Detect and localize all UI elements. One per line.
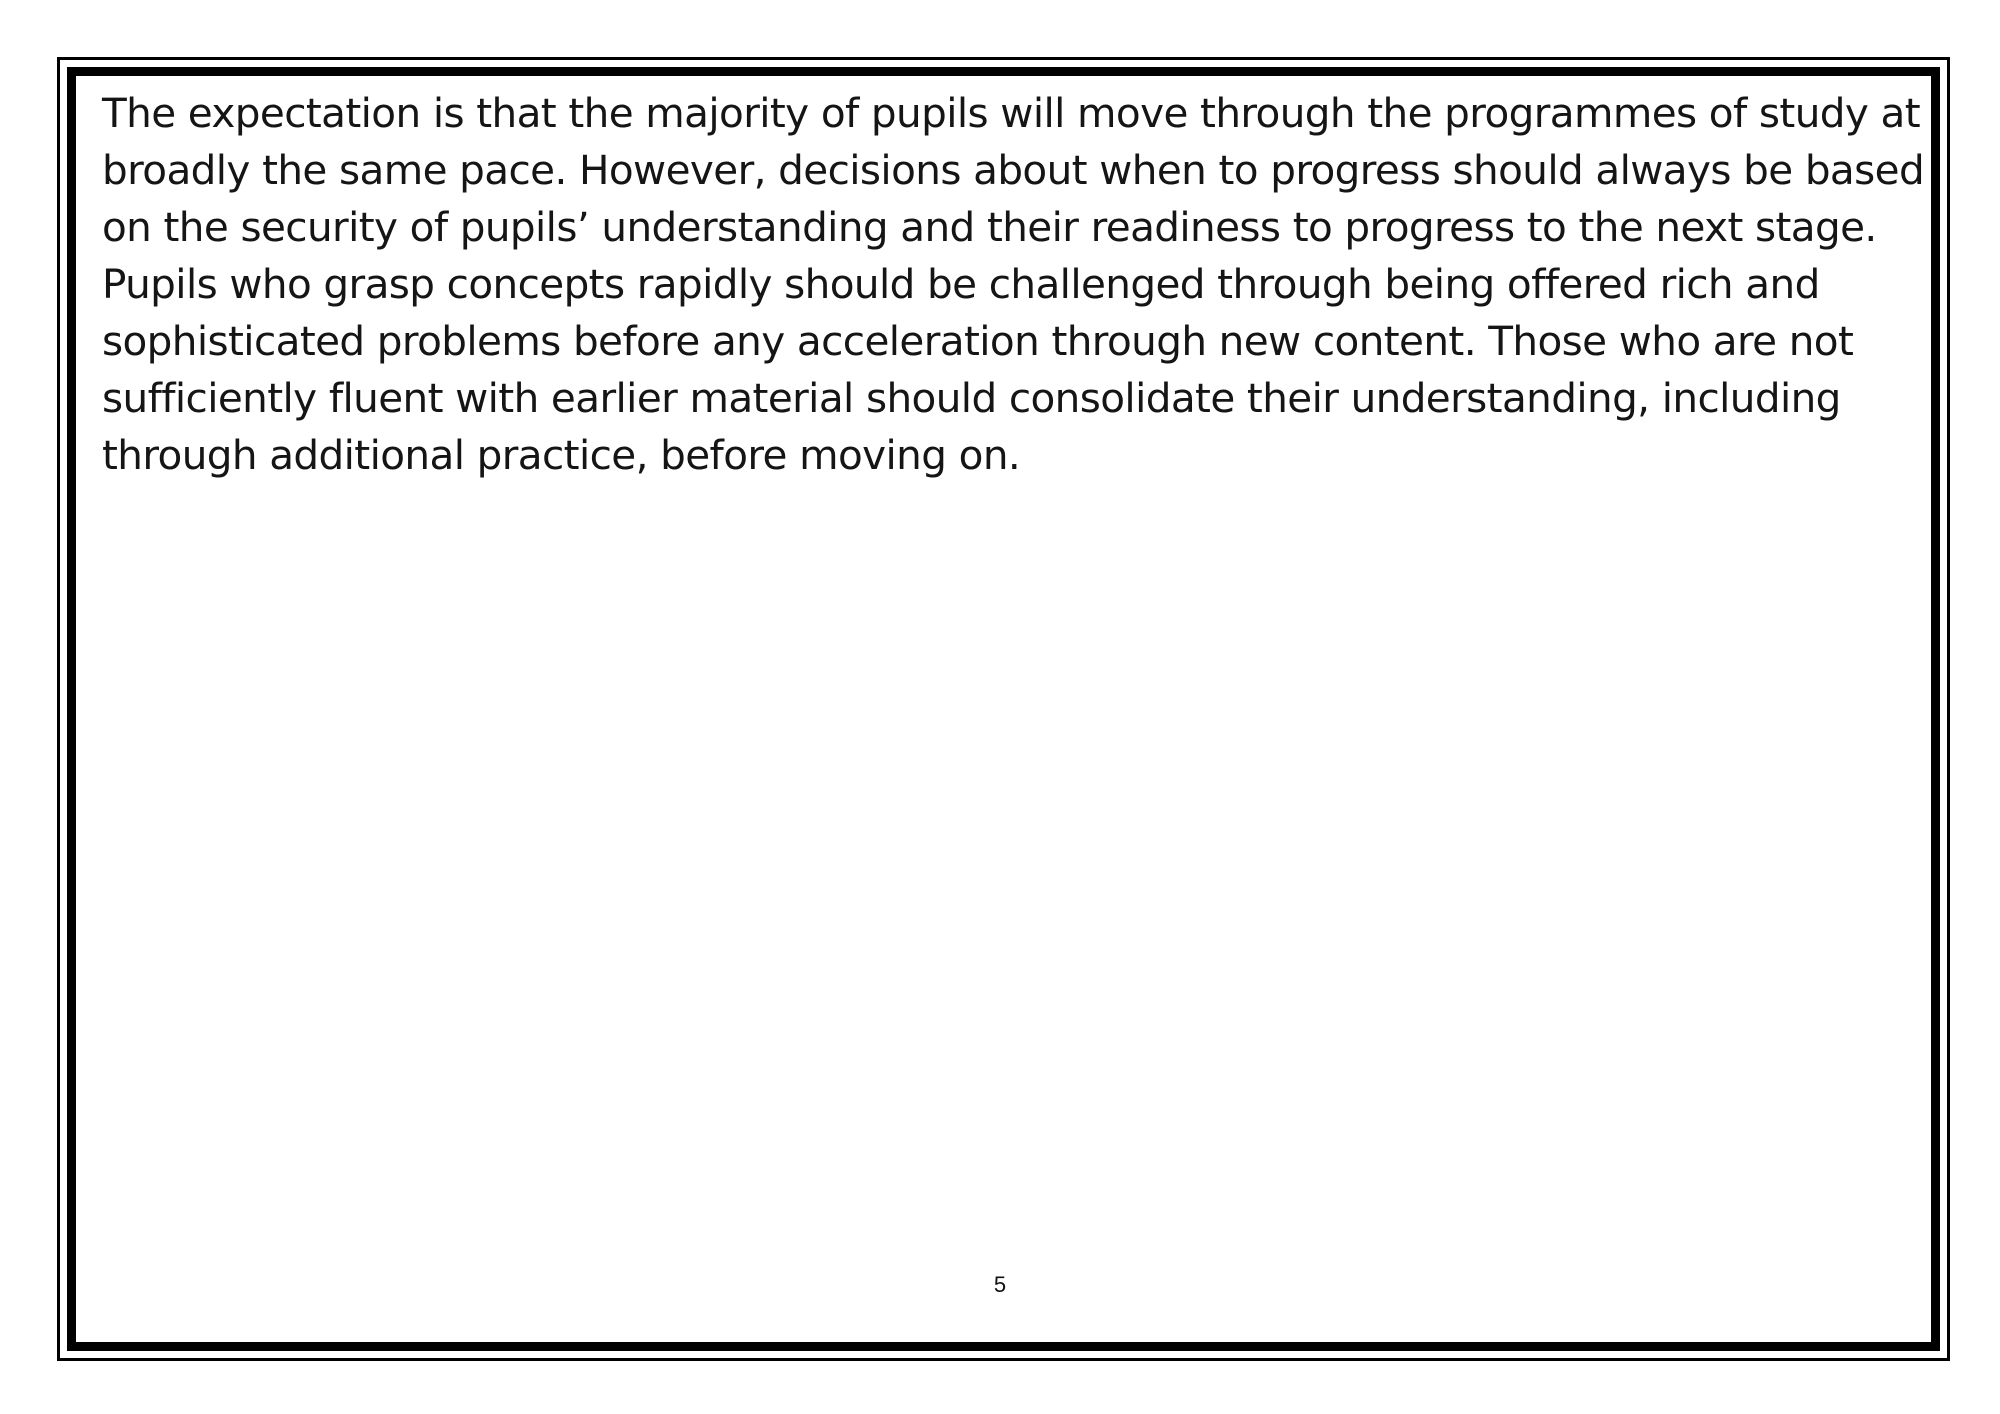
page-number: 5 — [993, 1272, 1007, 1297]
body-paragraph: The expectation is that the majority of pupils will move through the programmes of study at broadly the same pace. However, decisions about when to progress should always be based on the security of pupils’ understanding and their readiness to progress to the next stage. Pupils who grasp concepts rapidly should be challenged through being offered rich and sophisticated problems before any acceleration through new content. Those who are not sufficiently fluent with earlier material should consolidate their understanding, including through additional practice, before moving on. — [102, 89, 1925, 479]
